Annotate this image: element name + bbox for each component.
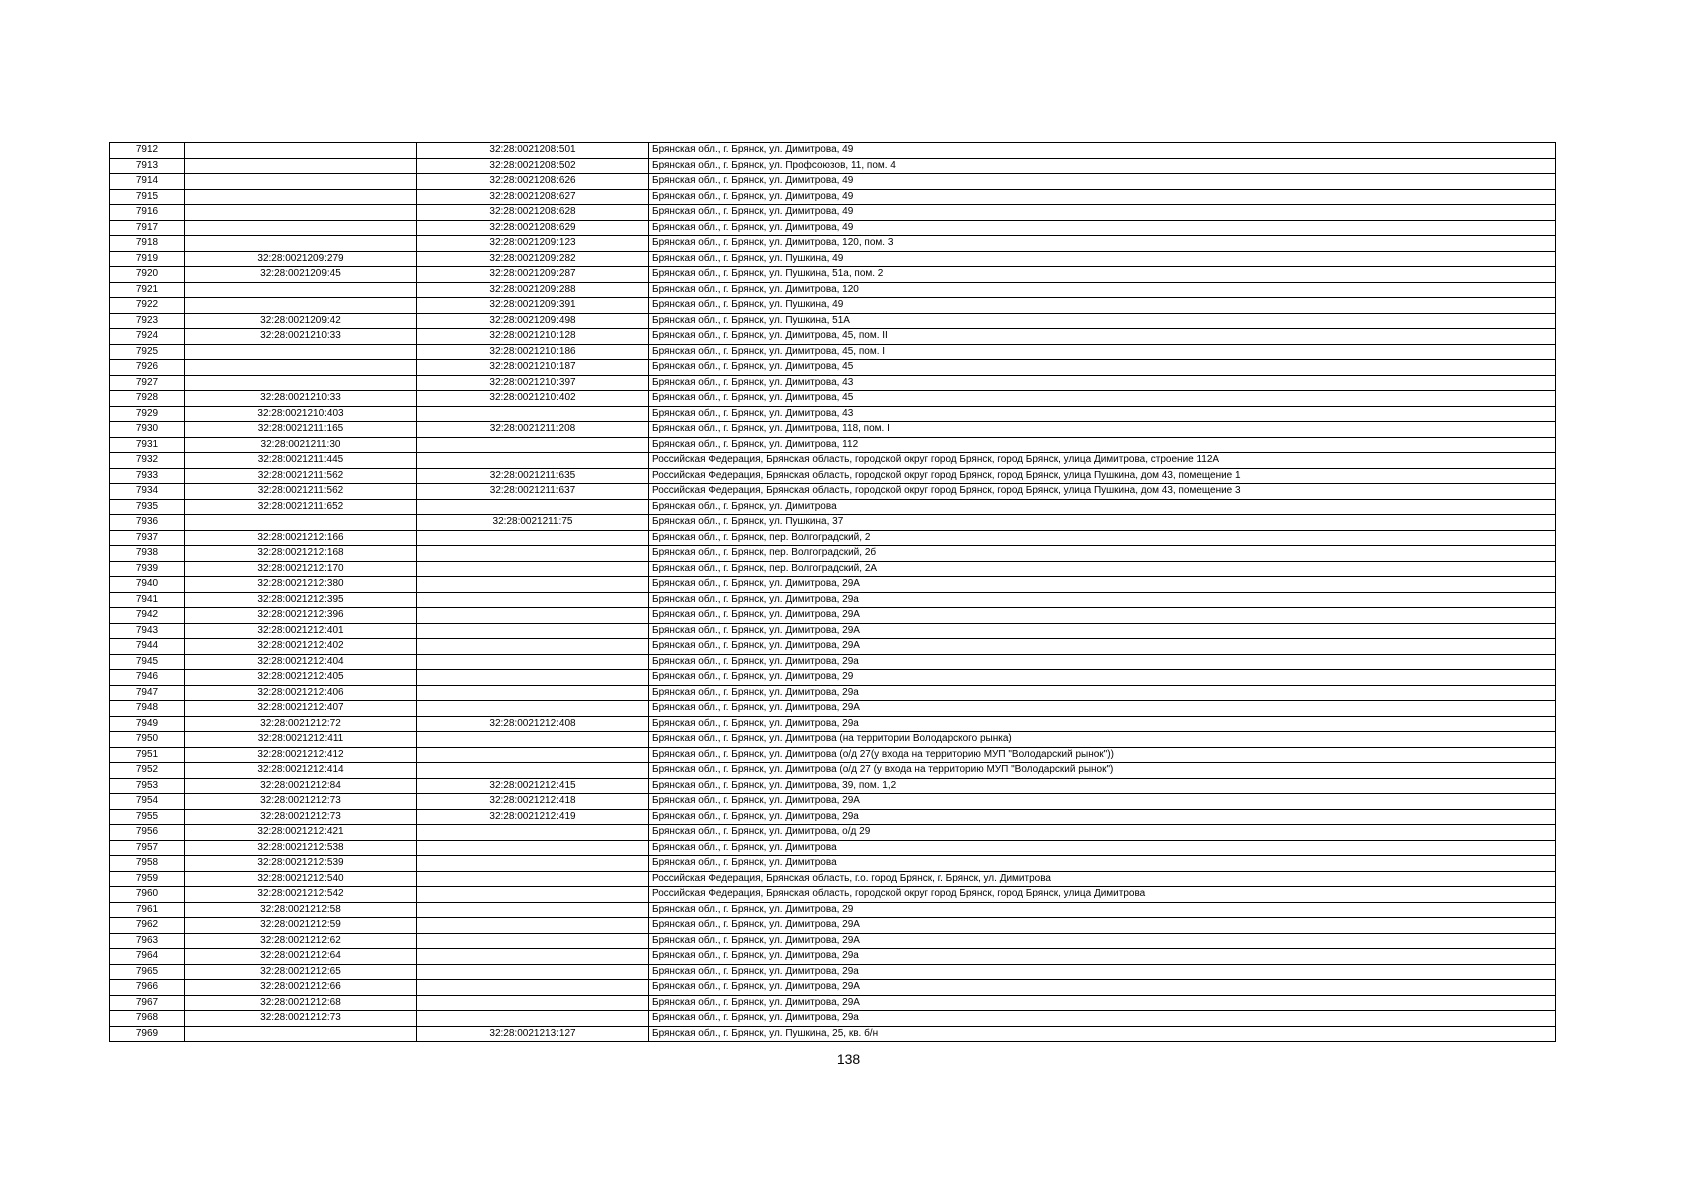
land-cadastral-number-cell xyxy=(185,1026,417,1042)
row-number-cell: 7947 xyxy=(110,685,185,701)
address-cell: Брянская обл., г. Брянск, ул. Пушкина, 37 xyxy=(649,515,1556,531)
land-cadastral-number-cell xyxy=(185,205,417,221)
address-cell: Российская Федерация, Брянская область, г.о. город Брянск, г. Брянск, ул. Димитрова xyxy=(649,871,1556,887)
table-row xyxy=(110,902,1556,918)
row-number-cell: 7928 xyxy=(110,391,185,407)
table-row xyxy=(110,1011,1556,1027)
table-row xyxy=(110,871,1556,887)
building-cadastral-number-cell: 32:28:0021210:402 xyxy=(417,391,649,407)
row-number-cell: 7937 xyxy=(110,530,185,546)
row-number-cell: 7944 xyxy=(110,639,185,655)
address-cell: Брянская обл., г. Брянск, ул. Димитрова xyxy=(649,856,1556,872)
row-number-cell: 7957 xyxy=(110,840,185,856)
land-cadastral-number-cell: 32:28:0021212:166 xyxy=(185,530,417,546)
land-cadastral-number-cell: 32:28:0021212:59 xyxy=(185,918,417,934)
building-cadastral-number-cell xyxy=(417,670,649,686)
row-number-cell: 7934 xyxy=(110,484,185,500)
row-number-cell: 7917 xyxy=(110,220,185,236)
address-cell: Брянская обл., г. Брянск, ул. Димитрова, 45 xyxy=(649,360,1556,376)
table-row xyxy=(110,267,1556,283)
row-number-cell: 7941 xyxy=(110,592,185,608)
building-cadastral-number-cell: 32:28:0021208:626 xyxy=(417,174,649,190)
address-cell: Брянская обл., г. Брянск, ул. Димитрова, 112 xyxy=(649,437,1556,453)
land-cadastral-number-cell xyxy=(185,360,417,376)
address-cell: Брянская обл., г. Брянск, ул. Димитрова (о/д 27 (у входа на территорию МУП "Володарский рынок") xyxy=(649,763,1556,779)
table-row xyxy=(110,887,1556,903)
table-row xyxy=(110,391,1556,407)
land-cadastral-number-cell: 32:28:0021212:412 xyxy=(185,747,417,763)
building-cadastral-number-cell xyxy=(417,856,649,872)
row-number-cell: 7927 xyxy=(110,375,185,391)
building-cadastral-number-cell xyxy=(417,623,649,639)
land-cadastral-number-cell: 32:28:0021211:652 xyxy=(185,499,417,515)
building-cadastral-number-cell: 32:28:0021209:498 xyxy=(417,313,649,329)
building-cadastral-number-cell: 32:28:0021212:415 xyxy=(417,778,649,794)
table-row xyxy=(110,840,1556,856)
building-cadastral-number-cell: 32:28:0021209:282 xyxy=(417,251,649,267)
building-cadastral-number-cell xyxy=(417,561,649,577)
land-cadastral-number-cell: 32:28:0021210:33 xyxy=(185,329,417,345)
address-cell: Брянская обл., г. Брянск, ул. Димитрова, 49 xyxy=(649,174,1556,190)
table-row xyxy=(110,143,1556,159)
building-cadastral-number-cell: 32:28:0021212:418 xyxy=(417,794,649,810)
table-row xyxy=(110,856,1556,872)
land-cadastral-number-cell: 32:28:0021212:170 xyxy=(185,561,417,577)
table-row xyxy=(110,1026,1556,1042)
table-row xyxy=(110,468,1556,484)
building-cadastral-number-cell xyxy=(417,1011,649,1027)
row-number-cell: 7955 xyxy=(110,809,185,825)
building-cadastral-number-cell xyxy=(417,840,649,856)
table-row xyxy=(110,794,1556,810)
table-row xyxy=(110,577,1556,593)
table-row xyxy=(110,639,1556,655)
address-cell: Брянская обл., г. Брянск, ул. Профсоюзов, 11, пом. 4 xyxy=(649,158,1556,174)
land-cadastral-number-cell: 32:28:0021211:562 xyxy=(185,484,417,500)
address-cell: Брянская обл., г. Брянск, пер. Волгоградский, 2А xyxy=(649,561,1556,577)
building-cadastral-number-cell: 32:28:0021208:628 xyxy=(417,205,649,221)
table-row xyxy=(110,251,1556,267)
land-cadastral-number-cell: 32:28:0021212:73 xyxy=(185,794,417,810)
land-cadastral-number-cell: 32:28:0021212:411 xyxy=(185,732,417,748)
address-cell: Брянская обл., г. Брянск, пер. Волгоградский, 2б xyxy=(649,546,1556,562)
building-cadastral-number-cell: 32:28:0021211:75 xyxy=(417,515,649,531)
table-row xyxy=(110,515,1556,531)
row-number-cell: 7938 xyxy=(110,546,185,562)
table-row xyxy=(110,282,1556,298)
row-number-cell: 7922 xyxy=(110,298,185,314)
land-cadastral-number-cell: 32:28:0021212:407 xyxy=(185,701,417,717)
building-cadastral-number-cell: 32:28:0021211:635 xyxy=(417,468,649,484)
row-number-cell: 7926 xyxy=(110,360,185,376)
row-number-cell: 7915 xyxy=(110,189,185,205)
building-cadastral-number-cell xyxy=(417,964,649,980)
address-cell: Брянская обл., г. Брянск, ул. Димитрова, 39, пом. 1,2 xyxy=(649,778,1556,794)
address-cell: Брянская обл., г. Брянск, ул. Димитрова, 45 xyxy=(649,391,1556,407)
building-cadastral-number-cell xyxy=(417,763,649,779)
land-cadastral-number-cell: 32:28:0021209:45 xyxy=(185,267,417,283)
land-cadastral-number-cell: 32:28:0021209:42 xyxy=(185,313,417,329)
row-number-cell: 7962 xyxy=(110,918,185,934)
row-number-cell: 7948 xyxy=(110,701,185,717)
address-cell: Брянская обл., г. Брянск, ул. Димитрова, 29а xyxy=(649,1011,1556,1027)
row-number-cell: 7966 xyxy=(110,980,185,996)
land-cadastral-number-cell: 32:28:0021212:404 xyxy=(185,654,417,670)
address-cell: Брянская обл., г. Брянск, ул. Пушкина, 51а, пом. 2 xyxy=(649,267,1556,283)
table-row xyxy=(110,422,1556,438)
row-number-cell: 7930 xyxy=(110,422,185,438)
table-row xyxy=(110,499,1556,515)
land-cadastral-number-cell xyxy=(185,298,417,314)
building-cadastral-number-cell: 32:28:0021212:408 xyxy=(417,716,649,732)
building-cadastral-number-cell: 32:28:0021211:637 xyxy=(417,484,649,500)
cadastral-table xyxy=(109,142,1556,1042)
land-cadastral-number-cell: 32:28:0021209:279 xyxy=(185,251,417,267)
address-cell: Брянская обл., г. Брянск, ул. Димитрова, 49 xyxy=(649,189,1556,205)
building-cadastral-number-cell xyxy=(417,577,649,593)
building-cadastral-number-cell xyxy=(417,499,649,515)
page-number: 138 xyxy=(836,1051,861,1067)
land-cadastral-number-cell: 32:28:0021212:414 xyxy=(185,763,417,779)
address-cell: Брянская обл., г. Брянск, ул. Димитрова, 29А xyxy=(649,918,1556,934)
row-number-cell: 7914 xyxy=(110,174,185,190)
row-number-cell: 7949 xyxy=(110,716,185,732)
table-row xyxy=(110,778,1556,794)
table-row xyxy=(110,189,1556,205)
building-cadastral-number-cell: 32:28:0021208:627 xyxy=(417,189,649,205)
row-number-cell: 7969 xyxy=(110,1026,185,1042)
building-cadastral-number-cell xyxy=(417,530,649,546)
row-number-cell: 7929 xyxy=(110,406,185,422)
table-row xyxy=(110,313,1556,329)
building-cadastral-number-cell xyxy=(417,701,649,717)
address-cell: Брянская обл., г. Брянск, ул. Димитрова, 49 xyxy=(649,205,1556,221)
address-cell: Брянская обл., г. Брянск, ул. Димитрова, о/д 29 xyxy=(649,825,1556,841)
table-row xyxy=(110,964,1556,980)
table-row xyxy=(110,716,1556,732)
building-cadastral-number-cell xyxy=(417,871,649,887)
building-cadastral-number-cell xyxy=(417,437,649,453)
land-cadastral-number-cell xyxy=(185,344,417,360)
row-number-cell: 7945 xyxy=(110,654,185,670)
land-cadastral-number-cell: 32:28:0021212:540 xyxy=(185,871,417,887)
row-number-cell: 7940 xyxy=(110,577,185,593)
table-row xyxy=(110,980,1556,996)
building-cadastral-number-cell: 32:28:0021211:208 xyxy=(417,422,649,438)
building-cadastral-number-cell xyxy=(417,887,649,903)
address-cell: Российская Федерация, Брянская область, городской округ город Брянск, город Брянск, улица Димитрова xyxy=(649,887,1556,903)
address-cell: Брянская обл., г. Брянск, ул. Димитрова, 29 xyxy=(649,902,1556,918)
address-cell: Брянская обл., г. Брянск, ул. Димитрова (на территории Володарского рынка) xyxy=(649,732,1556,748)
building-cadastral-number-cell: 32:28:0021213:127 xyxy=(417,1026,649,1042)
address-cell: Брянская обл., г. Брянск, ул. Димитрова, 29А xyxy=(649,980,1556,996)
table-row xyxy=(110,763,1556,779)
row-number-cell: 7918 xyxy=(110,236,185,252)
address-cell: Брянская обл., г. Брянск, ул. Пушкина, 51А xyxy=(649,313,1556,329)
table-row xyxy=(110,360,1556,376)
row-number-cell: 7959 xyxy=(110,871,185,887)
building-cadastral-number-cell xyxy=(417,980,649,996)
address-cell: Брянская обл., г. Брянск, ул. Димитрова, 29А xyxy=(649,623,1556,639)
land-cadastral-number-cell xyxy=(185,375,417,391)
row-number-cell: 7912 xyxy=(110,143,185,159)
row-number-cell: 7935 xyxy=(110,499,185,515)
address-cell: Брянская обл., г. Брянск, ул. Димитрова, 29А xyxy=(649,995,1556,1011)
land-cadastral-number-cell: 32:28:0021211:165 xyxy=(185,422,417,438)
address-cell: Брянская обл., г. Брянск, ул. Димитрова, 43 xyxy=(649,406,1556,422)
table-row xyxy=(110,592,1556,608)
table-row xyxy=(110,701,1556,717)
row-number-cell: 7963 xyxy=(110,933,185,949)
row-number-cell: 7916 xyxy=(110,205,185,221)
row-number-cell: 7953 xyxy=(110,778,185,794)
row-number-cell: 7943 xyxy=(110,623,185,639)
address-cell: Брянская обл., г. Брянск, ул. Димитрова, 29 xyxy=(649,670,1556,686)
land-cadastral-number-cell: 32:28:0021212:168 xyxy=(185,546,417,562)
row-number-cell: 7942 xyxy=(110,608,185,624)
table-row xyxy=(110,809,1556,825)
address-cell: Брянская обл., г. Брянск, ул. Димитрова, 45, пом. I xyxy=(649,344,1556,360)
address-cell: Брянская обл., г. Брянск, пер. Волгоградский, 2 xyxy=(649,530,1556,546)
address-cell: Российская Федерация, Брянская область, городской округ город Брянск, город Брянск, улица Пушкина, дом 43, помещение 3 xyxy=(649,484,1556,500)
land-cadastral-number-cell: 32:28:0021212:72 xyxy=(185,716,417,732)
building-cadastral-number-cell: 32:28:0021210:128 xyxy=(417,329,649,345)
row-number-cell: 7950 xyxy=(110,732,185,748)
building-cadastral-number-cell: 32:28:0021208:501 xyxy=(417,143,649,159)
address-cell: Российская Федерация, Брянская область, городской округ город Брянск, город Брянск, улица Димитрова, строение 112А xyxy=(649,453,1556,469)
table-row xyxy=(110,685,1556,701)
row-number-cell: 7933 xyxy=(110,468,185,484)
row-number-cell: 7961 xyxy=(110,902,185,918)
table-row xyxy=(110,530,1556,546)
land-cadastral-number-cell: 32:28:0021212:395 xyxy=(185,592,417,608)
row-number-cell: 7931 xyxy=(110,437,185,453)
table-row xyxy=(110,205,1556,221)
address-cell: Брянская обл., г. Брянск, ул. Димитрова, 29а xyxy=(649,592,1556,608)
row-number-cell: 7960 xyxy=(110,887,185,903)
address-cell: Брянская обл., г. Брянск, ул. Димитрова, 29а xyxy=(649,654,1556,670)
land-cadastral-number-cell: 32:28:0021212:84 xyxy=(185,778,417,794)
row-number-cell: 7964 xyxy=(110,949,185,965)
address-cell: Брянская обл., г. Брянск, ул. Димитрова, 29а xyxy=(649,685,1556,701)
row-number-cell: 7919 xyxy=(110,251,185,267)
address-cell: Брянская обл., г. Брянск, ул. Димитрова, 29А xyxy=(649,794,1556,810)
row-number-cell: 7925 xyxy=(110,344,185,360)
land-cadastral-number-cell xyxy=(185,220,417,236)
address-cell: Брянская обл., г. Брянск, ул. Димитрова, 120 xyxy=(649,282,1556,298)
building-cadastral-number-cell xyxy=(417,406,649,422)
building-cadastral-number-cell xyxy=(417,654,649,670)
land-cadastral-number-cell: 32:28:0021212:405 xyxy=(185,670,417,686)
row-number-cell: 7913 xyxy=(110,158,185,174)
address-cell: Брянская обл., г. Брянск, ул. Димитрова, 29А xyxy=(649,639,1556,655)
land-cadastral-number-cell xyxy=(185,158,417,174)
table-row xyxy=(110,825,1556,841)
land-cadastral-number-cell: 32:28:0021211:562 xyxy=(185,468,417,484)
building-cadastral-number-cell: 32:28:0021209:288 xyxy=(417,282,649,298)
address-cell: Брянская обл., г. Брянск, ул. Димитрова, 49 xyxy=(649,143,1556,159)
address-cell: Брянская обл., г. Брянск, ул. Димитрова, 29А xyxy=(649,933,1556,949)
building-cadastral-number-cell xyxy=(417,685,649,701)
address-cell: Брянская обл., г. Брянск, ул. Димитрова (о/д 27(у входа на территорию МУП "Володарский рынок")) xyxy=(649,747,1556,763)
table-row xyxy=(110,608,1556,624)
building-cadastral-number-cell: 32:28:0021210:397 xyxy=(417,375,649,391)
row-number-cell: 7952 xyxy=(110,763,185,779)
row-number-cell: 7946 xyxy=(110,670,185,686)
land-cadastral-number-cell: 32:28:0021212:539 xyxy=(185,856,417,872)
row-number-cell: 7924 xyxy=(110,329,185,345)
land-cadastral-number-cell: 32:28:0021211:445 xyxy=(185,453,417,469)
land-cadastral-number-cell: 32:28:0021212:406 xyxy=(185,685,417,701)
land-cadastral-number-cell xyxy=(185,282,417,298)
land-cadastral-number-cell: 32:28:0021212:66 xyxy=(185,980,417,996)
table-row xyxy=(110,220,1556,236)
land-cadastral-number-cell xyxy=(185,236,417,252)
building-cadastral-number-cell: 32:28:0021210:187 xyxy=(417,360,649,376)
building-cadastral-number-cell: 32:28:0021208:629 xyxy=(417,220,649,236)
building-cadastral-number-cell xyxy=(417,825,649,841)
table-row xyxy=(110,329,1556,345)
table-row xyxy=(110,654,1556,670)
land-cadastral-number-cell: 32:28:0021212:65 xyxy=(185,964,417,980)
table-row xyxy=(110,546,1556,562)
land-cadastral-number-cell xyxy=(185,189,417,205)
address-cell: Брянская обл., г. Брянск, ул. Димитрова, 49 xyxy=(649,220,1556,236)
building-cadastral-number-cell xyxy=(417,546,649,562)
address-cell: Брянская обл., г. Брянск, ул. Димитрова, 118, пом. I xyxy=(649,422,1556,438)
land-cadastral-number-cell: 32:28:0021212:538 xyxy=(185,840,417,856)
building-cadastral-number-cell xyxy=(417,592,649,608)
row-number-cell: 7936 xyxy=(110,515,185,531)
row-number-cell: 7965 xyxy=(110,964,185,980)
table-row xyxy=(110,236,1556,252)
land-cadastral-number-cell: 32:28:0021212:62 xyxy=(185,933,417,949)
land-cadastral-number-cell: 32:28:0021212:542 xyxy=(185,887,417,903)
building-cadastral-number-cell xyxy=(417,639,649,655)
land-cadastral-number-cell: 32:28:0021210:403 xyxy=(185,406,417,422)
table-row xyxy=(110,732,1556,748)
address-cell: Брянская обл., г. Брянск, ул. Димитрова, 29а xyxy=(649,809,1556,825)
building-cadastral-number-cell xyxy=(417,747,649,763)
address-cell: Брянская обл., г. Брянск, ул. Димитрова, 43 xyxy=(649,375,1556,391)
table-row xyxy=(110,174,1556,190)
address-cell: Брянская обл., г. Брянск, ул. Димитрова, 29А xyxy=(649,608,1556,624)
table-row xyxy=(110,949,1556,965)
building-cadastral-number-cell: 32:28:0021208:502 xyxy=(417,158,649,174)
building-cadastral-number-cell: 32:28:0021209:123 xyxy=(417,236,649,252)
building-cadastral-number-cell xyxy=(417,608,649,624)
table-row xyxy=(110,406,1556,422)
row-number-cell: 7967 xyxy=(110,995,185,1011)
table-row xyxy=(110,344,1556,360)
address-cell: Брянская обл., г. Брянск, ул. Димитрова xyxy=(649,499,1556,515)
land-cadastral-number-cell: 32:28:0021212:380 xyxy=(185,577,417,593)
land-cadastral-number-cell: 32:28:0021210:33 xyxy=(185,391,417,407)
building-cadastral-number-cell xyxy=(417,918,649,934)
land-cadastral-number-cell: 32:28:0021212:421 xyxy=(185,825,417,841)
address-cell: Брянская обл., г. Брянск, ул. Димитрова, 29а xyxy=(649,716,1556,732)
land-cadastral-number-cell: 32:28:0021212:64 xyxy=(185,949,417,965)
row-number-cell: 7956 xyxy=(110,825,185,841)
table-row xyxy=(110,933,1556,949)
land-cadastral-number-cell xyxy=(185,515,417,531)
land-cadastral-number-cell: 32:28:0021212:73 xyxy=(185,809,417,825)
row-number-cell: 7921 xyxy=(110,282,185,298)
building-cadastral-number-cell: 32:28:0021212:419 xyxy=(417,809,649,825)
land-cadastral-number-cell: 32:28:0021211:30 xyxy=(185,437,417,453)
building-cadastral-number-cell: 32:28:0021209:287 xyxy=(417,267,649,283)
cadastral-table-body xyxy=(110,143,1556,1042)
row-number-cell: 7932 xyxy=(110,453,185,469)
building-cadastral-number-cell: 32:28:0021210:186 xyxy=(417,344,649,360)
address-cell: Российская Федерация, Брянская область, городской округ город Брянск, город Брянск, улица Пушкина, дом 43, помещение 1 xyxy=(649,468,1556,484)
address-cell: Брянская обл., г. Брянск, ул. Димитрова, 45, пом. II xyxy=(649,329,1556,345)
table-row xyxy=(110,437,1556,453)
address-cell: Брянская обл., г. Брянск, ул. Димитрова, 29А xyxy=(649,577,1556,593)
land-cadastral-number-cell: 32:28:0021212:402 xyxy=(185,639,417,655)
building-cadastral-number-cell xyxy=(417,453,649,469)
land-cadastral-number-cell xyxy=(185,143,417,159)
building-cadastral-number-cell: 32:28:0021209:391 xyxy=(417,298,649,314)
row-number-cell: 7920 xyxy=(110,267,185,283)
building-cadastral-number-cell xyxy=(417,933,649,949)
row-number-cell: 7939 xyxy=(110,561,185,577)
land-cadastral-number-cell: 32:28:0021212:68 xyxy=(185,995,417,1011)
table-row xyxy=(110,995,1556,1011)
land-cadastral-number-cell: 32:28:0021212:396 xyxy=(185,608,417,624)
row-number-cell: 7923 xyxy=(110,313,185,329)
building-cadastral-number-cell xyxy=(417,995,649,1011)
address-cell: Брянская обл., г. Брянск, ул. Димитрова xyxy=(649,840,1556,856)
building-cadastral-number-cell xyxy=(417,902,649,918)
address-cell: Брянская обл., г. Брянск, ул. Димитрова, 29а xyxy=(649,949,1556,965)
land-cadastral-number-cell: 32:28:0021212:58 xyxy=(185,902,417,918)
table-row xyxy=(110,453,1556,469)
table-row xyxy=(110,918,1556,934)
table-row xyxy=(110,670,1556,686)
table-row xyxy=(110,747,1556,763)
row-number-cell: 7958 xyxy=(110,856,185,872)
land-cadastral-number-cell xyxy=(185,174,417,190)
table-row xyxy=(110,561,1556,577)
table-row xyxy=(110,623,1556,639)
table-row xyxy=(110,298,1556,314)
building-cadastral-number-cell xyxy=(417,732,649,748)
row-number-cell: 7968 xyxy=(110,1011,185,1027)
address-cell: Брянская обл., г. Брянск, ул. Димитрова, 29А xyxy=(649,701,1556,717)
row-number-cell: 7951 xyxy=(110,747,185,763)
table-row xyxy=(110,375,1556,391)
address-cell: Брянская обл., г. Брянск, ул. Димитрова, 29а xyxy=(649,964,1556,980)
address-cell: Брянская обл., г. Брянск, ул. Пушкина, 25, кв. б/н xyxy=(649,1026,1556,1042)
land-cadastral-number-cell: 32:28:0021212:401 xyxy=(185,623,417,639)
address-cell: Брянская обл., г. Брянск, ул. Димитрова, 120, пом. 3 xyxy=(649,236,1556,252)
address-cell: Брянская обл., г. Брянск, ул. Пушкина, 49 xyxy=(649,298,1556,314)
row-number-cell: 7954 xyxy=(110,794,185,810)
table-row xyxy=(110,484,1556,500)
address-cell: Брянская обл., г. Брянск, ул. Пушкина, 49 xyxy=(649,251,1556,267)
table-row xyxy=(110,158,1556,174)
building-cadastral-number-cell xyxy=(417,949,649,965)
land-cadastral-number-cell: 32:28:0021212:73 xyxy=(185,1011,417,1027)
